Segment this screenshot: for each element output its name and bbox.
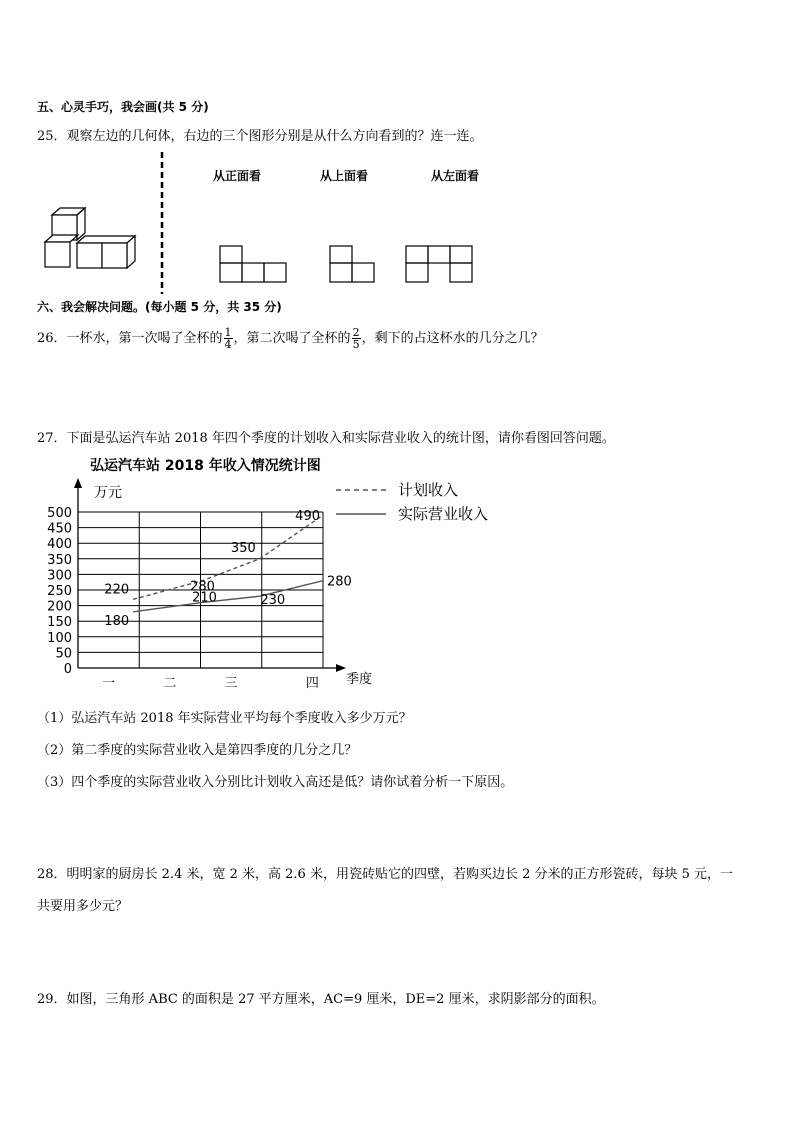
chart-y-tick-label: 350 bbox=[47, 552, 72, 568]
chart-data-label: 210 bbox=[192, 590, 217, 606]
chart-data-label: 490 bbox=[295, 509, 320, 525]
label-front-view: 从正面看 bbox=[213, 169, 262, 183]
chart-legend-label: 计划收入 bbox=[398, 481, 459, 499]
q26-text-1: 26．一杯水，第一次喝了全杯的 bbox=[37, 331, 223, 346]
fraction-one-quarter bbox=[224, 327, 233, 350]
chart-data-label: 180 bbox=[104, 613, 130, 629]
chart-x-axis-arrow bbox=[336, 664, 346, 672]
chart-title: 弘运汽车站 2018 年收入情况统计图 bbox=[90, 458, 321, 474]
chart-data-label: 230 bbox=[260, 593, 286, 609]
top-view-shape bbox=[328, 244, 378, 284]
question-29: 29．如图，三角形 ABC 的面积是 27 平方厘米，AC=9 厘米，DE=2 厘米，求阴影部分的面积。 bbox=[37, 992, 605, 1007]
chart-y-tick-label: 500 bbox=[47, 506, 72, 521]
cube-solid-figure bbox=[40, 205, 145, 270]
chart-data-label: 220 bbox=[104, 582, 130, 598]
question-27-sub3: （3）四个季度的实际营业收入分别比计划收入高还是低？请你试着分析一下原因。 bbox=[37, 775, 514, 790]
chart-y-tick-label: 450 bbox=[47, 521, 72, 537]
chart-legend-label: 实际营业收入 bbox=[398, 505, 489, 523]
label-top-view: 从上面看 bbox=[320, 169, 369, 183]
chart-y-tick-label: 200 bbox=[47, 599, 72, 615]
chart-data-label: 280 bbox=[327, 574, 352, 590]
fraction-denominator: 5 bbox=[352, 338, 360, 351]
fraction-numerator: 2 bbox=[352, 326, 360, 339]
question-28-line2: 共要用多少元？ bbox=[37, 899, 129, 914]
chart-y-axis-arrow bbox=[74, 478, 82, 488]
question-27-sub2: （2）第二季度的实际营业收入是第四季度的几分之几？ bbox=[37, 743, 358, 758]
question-26 bbox=[37, 326, 544, 352]
q26-text-3: ，剩下的占这杯水的几分之几？ bbox=[361, 331, 544, 346]
chart-y-tick-label: 400 bbox=[47, 537, 72, 553]
chart-y-axis-label: 万元 bbox=[94, 485, 122, 501]
question-27-intro: 27．下面是弘运汽车站 2018 年四个季度的计划收入和实际营业收入的统计图，请你看图回答问题。 bbox=[37, 431, 615, 446]
dashed-divider bbox=[158, 152, 166, 294]
chart-x-tick-label: 四 bbox=[305, 676, 319, 691]
chart-data-label: 350 bbox=[230, 540, 256, 556]
chart-y-tick-label: 150 bbox=[47, 615, 72, 631]
chart-y-tick-label: 50 bbox=[55, 646, 72, 662]
fraction-two-fifths bbox=[352, 327, 361, 350]
chart-x-axis-label: 季度 bbox=[346, 672, 373, 687]
chart-y-tick-label: 100 bbox=[47, 630, 72, 646]
fraction-denominator: 4 bbox=[224, 338, 232, 351]
section5-title: 五、心灵手巧，我会画(共 5 分) bbox=[37, 100, 209, 114]
chart-x-tick-label: 三 bbox=[224, 676, 238, 691]
chart-y-tick-label: 250 bbox=[47, 584, 72, 599]
chart-y-tick-label: 300 bbox=[47, 568, 72, 584]
chart-x-tick-label: 一 bbox=[102, 676, 116, 691]
chart-data-label: 280 bbox=[190, 579, 215, 595]
chart-x-tick-label: 二 bbox=[163, 676, 177, 691]
chart-y-tick-label: 0 bbox=[63, 662, 72, 677]
chart-series-line-actual bbox=[133, 581, 323, 612]
fraction-numerator: 1 bbox=[224, 326, 232, 339]
question-25: 25．观察左边的几何体，右边的三个图形分别是从什么方向看到的？连一连。 bbox=[37, 129, 483, 144]
income-line-chart bbox=[40, 452, 510, 697]
question-28-line1: 28．明明家的厨房长 2.4 米，宽 2 米，高 2.6 米，用瓷砖贴它的四壁，若购买边长 2 分米的正方形瓷砖，每块 5 元，一 bbox=[37, 867, 734, 882]
front-view-shape bbox=[218, 244, 290, 284]
question-27-sub1: （1）弘运汽车站 2018 年实际营业平均每个季度收入多少万元？ bbox=[37, 711, 412, 726]
left-view-shape bbox=[404, 244, 476, 284]
q26-text-2: ，第二次喝了全杯的 bbox=[233, 331, 351, 346]
section6-title: 六、我会解决问题。(每小题 5 分，共 35 分) bbox=[37, 300, 282, 314]
label-left-view: 从左面看 bbox=[431, 169, 480, 183]
